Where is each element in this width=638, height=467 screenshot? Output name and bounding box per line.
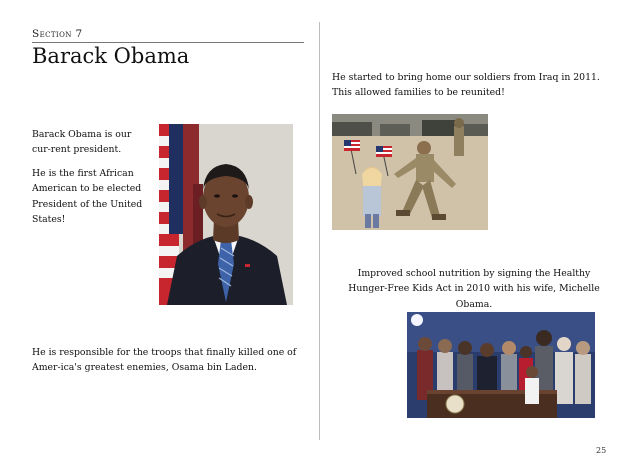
intro-current-president: Barack Obama is our cur-rent president. <box>32 129 132 156</box>
soldier-reunion-photo <box>332 114 488 230</box>
page-title: Barack Obama <box>32 44 190 68</box>
troops-osama-text: He is responsible for the troops that finally killed one of Amer-ica's greatest enemies, Osama bin Laden. <box>32 347 297 374</box>
iraq-soldiers-text: He started to bring home our soldiers from Iraq in 2011. This allowed families to be reunited! <box>332 72 600 99</box>
page-number: 25 <box>596 446 607 455</box>
title-rule <box>32 42 304 43</box>
obama-portrait-photo <box>159 124 293 305</box>
intro-first-african-american: He is the first African American to be elected President of the United States! <box>32 168 143 225</box>
bill-signing-photo <box>407 312 595 418</box>
nutrition-act-text: Improved school nutrition by signing the Healthy Hunger-Free Kids Act in 2010 with his wife, Michelle Obama. <box>348 268 600 310</box>
column-divider <box>319 22 320 440</box>
section-label: Section 7 <box>32 28 83 40</box>
